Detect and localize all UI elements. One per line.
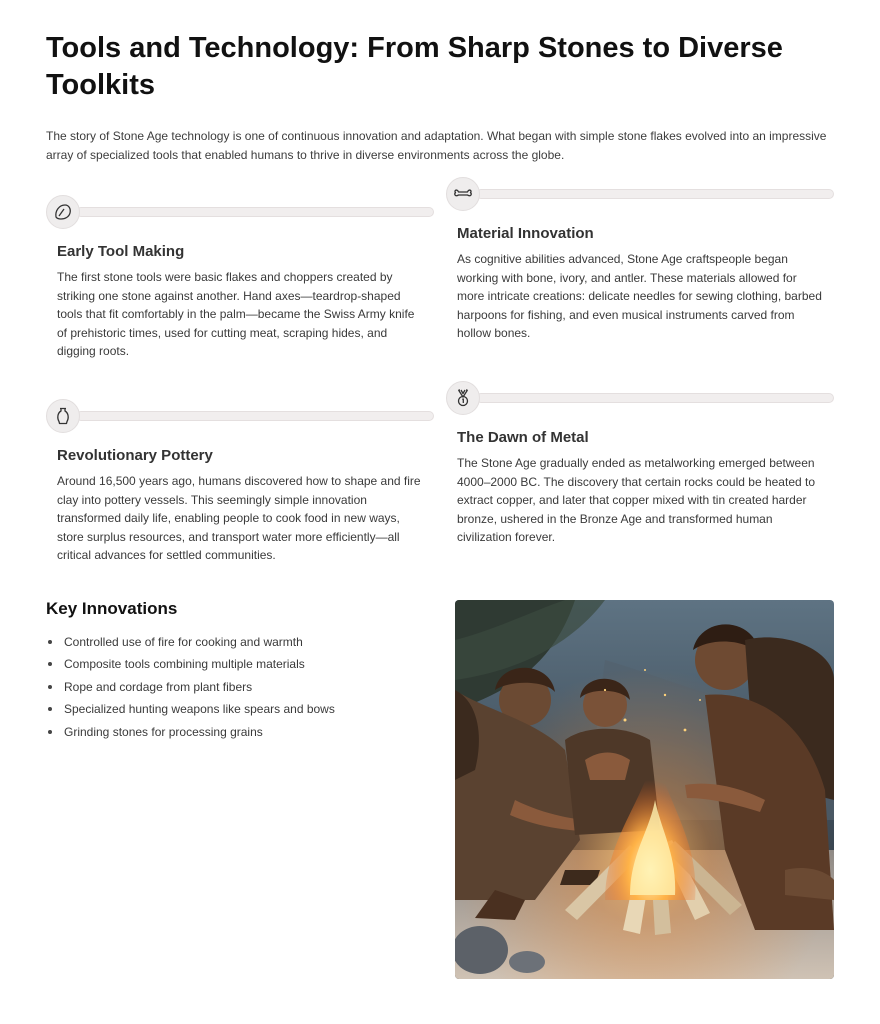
card-revolutionary-pottery [46,399,434,565]
vase-icon [46,399,80,433]
list-item: Rope and cordage from plant fibers [46,676,426,698]
list-item: Composite tools combining multiple materials [46,653,426,675]
card-divider-bar [76,207,434,217]
key-innovations-list [46,631,426,743]
card-text: The first stone tools were basic flakes and choppers created by striking one stone against another. Hand axes—teardrop-shaped tools that fit comfortably in the palm—became the Swiss Army knife of prehistoric times, used for cutting meat, scraping hides, and digging roots. [57,270,415,358]
card-text: The Stone Age gradually ended as metalworking emerged between 4000–2000 BC. The discovery that certain rocks could be heated to extract copper, and later that copper mixed with tin created harder bronze, ushered in the Bronze Age and transformed human civilization forever. [457,456,816,544]
stone-tool-icon [46,195,80,229]
card-text: As cognitive abilities advanced, Stone Age craftspeople began working with bone, ivory, and antler. These materials allowed for more intricate creations: delicate needles for sewing clothing, barbed harpoons for fishing, and even musical instruments carved from hollow bones. [457,252,822,340]
card-header [446,177,834,211]
card-title: The Dawn of Metal [457,429,589,446]
card-text: Around 16,500 years ago, humans discovered how to shape and fire clay into pottery vessels. This seemingly simple innovation transformed daily life, enabling people to cook food in new ways, store surplus resources, and transport water more efficiently—all critical advances for settled communities. [57,474,421,562]
card-title: Early Tool Making [57,243,185,260]
card-divider-bar [476,393,834,403]
card-header [46,399,434,433]
intro-paragraph: The story of Stone Age technology is one of continuous innovation and adaptation. What began with simple stone flakes evolved into an impressive array of specialized tools that enabled humans to thrive in diverse environments across the globe. [46,129,827,162]
list-item: Controlled use of fire for cooking and warmth [46,631,426,653]
bone-icon [446,177,480,211]
list-item: Grinding stones for processing grains [46,721,426,743]
card-divider-bar [476,189,834,199]
medal-icon [446,381,480,415]
card-header [446,381,834,415]
campfire-illustration [455,600,834,979]
card-title: Revolutionary Pottery [57,447,213,464]
list-item: Specialized hunting weapons like spears and bows [46,698,426,720]
page-title: Tools and Technology: From Sharp Stones to Diverse Toolkits [46,32,783,101]
card-divider-bar [76,411,434,421]
card-early-tool-making [46,195,434,361]
key-innovations-title: Key Innovations [46,599,178,618]
card-title: Material Innovation [457,225,594,242]
card-dawn-of-metal [446,381,834,547]
card-material-innovation [446,177,834,343]
card-header [46,195,434,229]
